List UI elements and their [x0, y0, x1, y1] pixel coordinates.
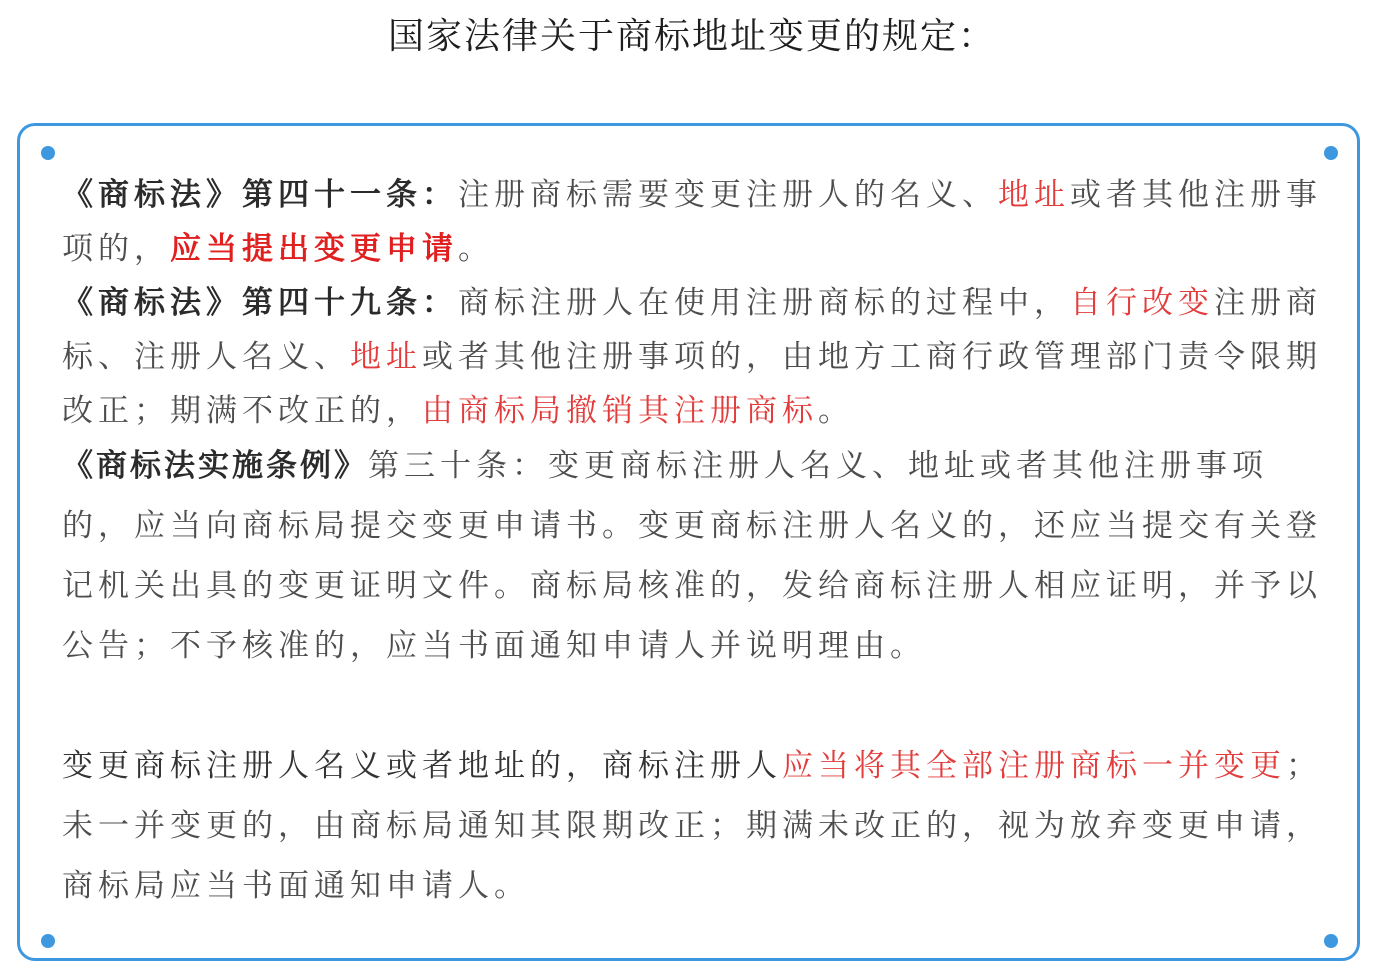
article-text: 注册商标、注册人名义、 [62, 285, 1322, 375]
highlight-text: 由商标局撤销其注册商标 [422, 393, 818, 429]
article-text: 。 [458, 231, 494, 267]
corner-dot-bottom-left [41, 934, 55, 948]
paragraph-change-all-marks [62, 736, 1324, 916]
article-text: 商标注册人在使用注册商标的过程中， [458, 285, 1070, 321]
highlight-text: 应当提出变更申请 [170, 231, 458, 267]
article-text: 。 [818, 393, 854, 429]
article-title: 《商标法实施条例》 [62, 448, 368, 484]
corner-dot-top-left [41, 146, 55, 160]
article-implementing-regulations-30 [62, 436, 1324, 676]
article-text: 变更商标注册人名义或者地址的，商标注册人 [62, 748, 782, 784]
highlight-text: 地址 [350, 339, 422, 375]
highlight-text: 自行改变 [1070, 285, 1214, 321]
article-trademark-law-49 [62, 276, 1324, 438]
article-text: 第三十条：变更商标注册人名义、地址或者其他注册事项的，应当向商标局提交变更申请书。变更商标注册人名义的，还应当提交有关登记机关出具的变更证明文件。商标局核准的，发给商标注册人相应证明，并予以公告；不予核准的，应当书面通知申请人并说明理由。 [62, 448, 1322, 664]
corner-dot-top-right [1324, 146, 1338, 160]
article-title: 《商标法》第四十九条： [62, 285, 458, 321]
highlight-text: 应当将其全部注册商标一并变更 [782, 748, 1286, 784]
article-text: 注册商标需要变更注册人的名义、 [458, 177, 998, 213]
article-text: 或者其他注册事项的， [62, 177, 1322, 267]
article-trademark-law-41 [62, 168, 1324, 276]
article-text: ；未一并变更的，由商标局通知其限期改正；期满未改正的，视为放弃变更申请，商标局应当书面通知申请人。 [62, 748, 1322, 904]
highlight-text: 地址 [998, 177, 1070, 213]
page-title: 国家法律关于商标地址变更的规定： [387, 16, 996, 57]
corner-dot-bottom-right [1324, 934, 1338, 948]
article-text: 或者其他注册事项的，由地方工商行政管理部门责令限期改正；期满不改正的， [62, 339, 1322, 429]
article-title: 《商标法》第四十一条： [62, 177, 458, 213]
